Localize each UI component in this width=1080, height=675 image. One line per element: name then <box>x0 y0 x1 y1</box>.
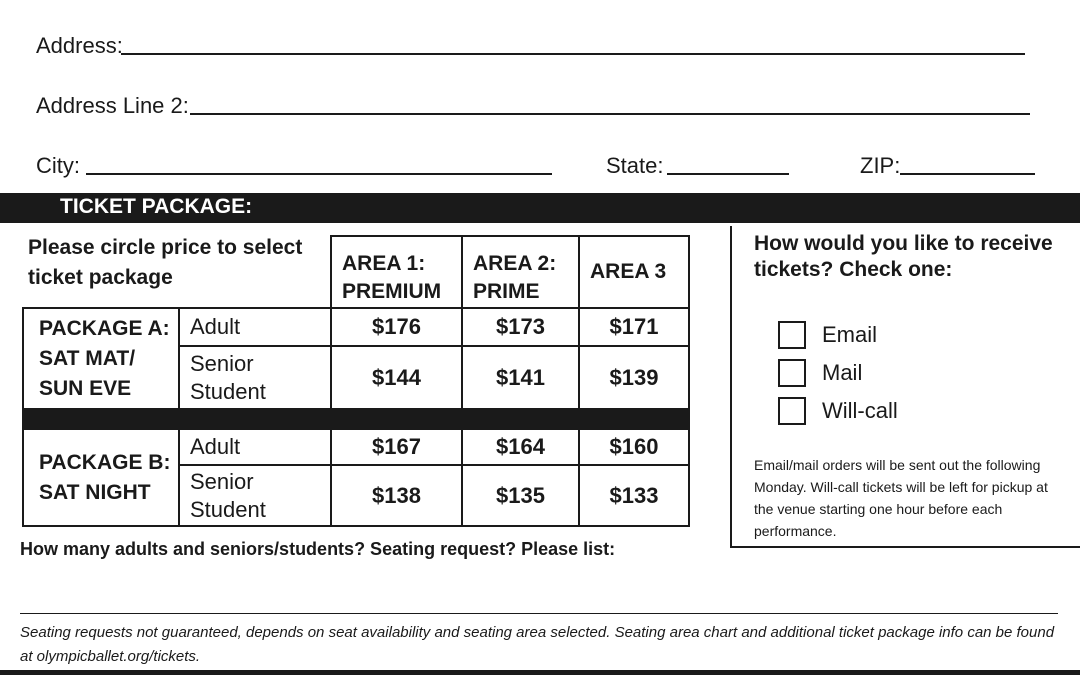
pricing-table <box>22 235 690 527</box>
package-b-adult-area-1-price[interactable]: $167 <box>331 429 462 465</box>
package-b-adult-area-3-price[interactable]: $160 <box>579 429 689 465</box>
package-a-senior-student-label: Senior Student <box>179 346 331 409</box>
bottom-rule <box>0 670 1080 675</box>
package-a-adult-area-3-price[interactable]: $171 <box>579 308 689 346</box>
delivery-question: How would you like to receive tickets? Check one: <box>754 232 1053 281</box>
address-label: Address: <box>36 33 123 58</box>
area-2-header: AREA 2: PRIME <box>462 236 579 308</box>
address-line-2-label: Address Line 2: <box>36 93 189 118</box>
zip-field[interactable] <box>900 173 1035 175</box>
delivery-option-will-call[interactable] <box>778 397 898 425</box>
package-b-adult-label: Adult <box>179 429 331 465</box>
package-b-senior-area-3-price[interactable]: $133 <box>579 465 689 526</box>
package-b-adult-area-2-price[interactable]: $164 <box>462 429 579 465</box>
address-field[interactable] <box>121 53 1025 55</box>
package-b-name: PACKAGE B: SAT NIGHT <box>23 429 179 526</box>
count-question: How many adults and seniors/students? Seating request? Please list: <box>20 539 616 559</box>
pricing-instruction: Please circle price to select ticket package <box>28 236 303 289</box>
delivery-note: Email/mail orders will be sent out the following Monday. Will-call tickets will be left for pickup at the venue starting one hour before each performance. <box>754 457 1048 539</box>
state-label: State: <box>606 153 664 178</box>
email-checkbox[interactable] <box>778 321 806 349</box>
zip-label: ZIP: <box>860 153 901 178</box>
package-a-senior-area-1-price[interactable]: $144 <box>331 346 462 409</box>
package-b-senior-student-label: Senior Student <box>179 465 331 526</box>
city-label: City: <box>36 153 80 178</box>
area-1-header: AREA 1: PREMIUM <box>331 236 462 308</box>
package-b-senior-area-2-price[interactable]: $135 <box>462 465 579 526</box>
package-a-senior-area-3-price[interactable]: $139 <box>579 346 689 409</box>
will-call-option-label: Will-call <box>822 398 898 423</box>
area-3-header: AREA 3 <box>579 236 689 308</box>
table-corner <box>23 236 331 308</box>
ticket-package-title: TICKET PACKAGE: <box>60 195 253 218</box>
package-b-senior-area-1-price[interactable]: $138 <box>331 465 462 526</box>
package-a-adult-area-1-price[interactable]: $176 <box>331 308 462 346</box>
city-field[interactable] <box>86 173 552 175</box>
seating-footnote: Seating requests not guaranteed, depends on seat availability and seating area selected. Seating area chart and additional ticket package info can be found at olympicballet.org/tickets. <box>20 624 1055 665</box>
mail-checkbox[interactable] <box>778 359 806 387</box>
delivery-option-mail[interactable] <box>778 359 862 387</box>
package-a-adult-label: Adult <box>179 308 331 346</box>
state-field[interactable] <box>667 173 789 175</box>
address-line-2-field[interactable] <box>190 113 1030 115</box>
package-a-name: PACKAGE A: SAT MAT/ SUN EVE <box>23 308 179 409</box>
count-answer-field[interactable] <box>20 613 1058 614</box>
package-a-senior-area-2-price[interactable]: $141 <box>462 346 579 409</box>
email-option-label: Email <box>822 322 878 347</box>
package-a-adult-area-2-price[interactable]: $173 <box>462 308 579 346</box>
will-call-checkbox[interactable] <box>778 397 806 425</box>
ticket-package-banner <box>0 193 1080 223</box>
delivery-option-email[interactable] <box>778 321 877 349</box>
package-divider <box>23 409 689 429</box>
mail-option-label: Mail <box>822 360 863 385</box>
